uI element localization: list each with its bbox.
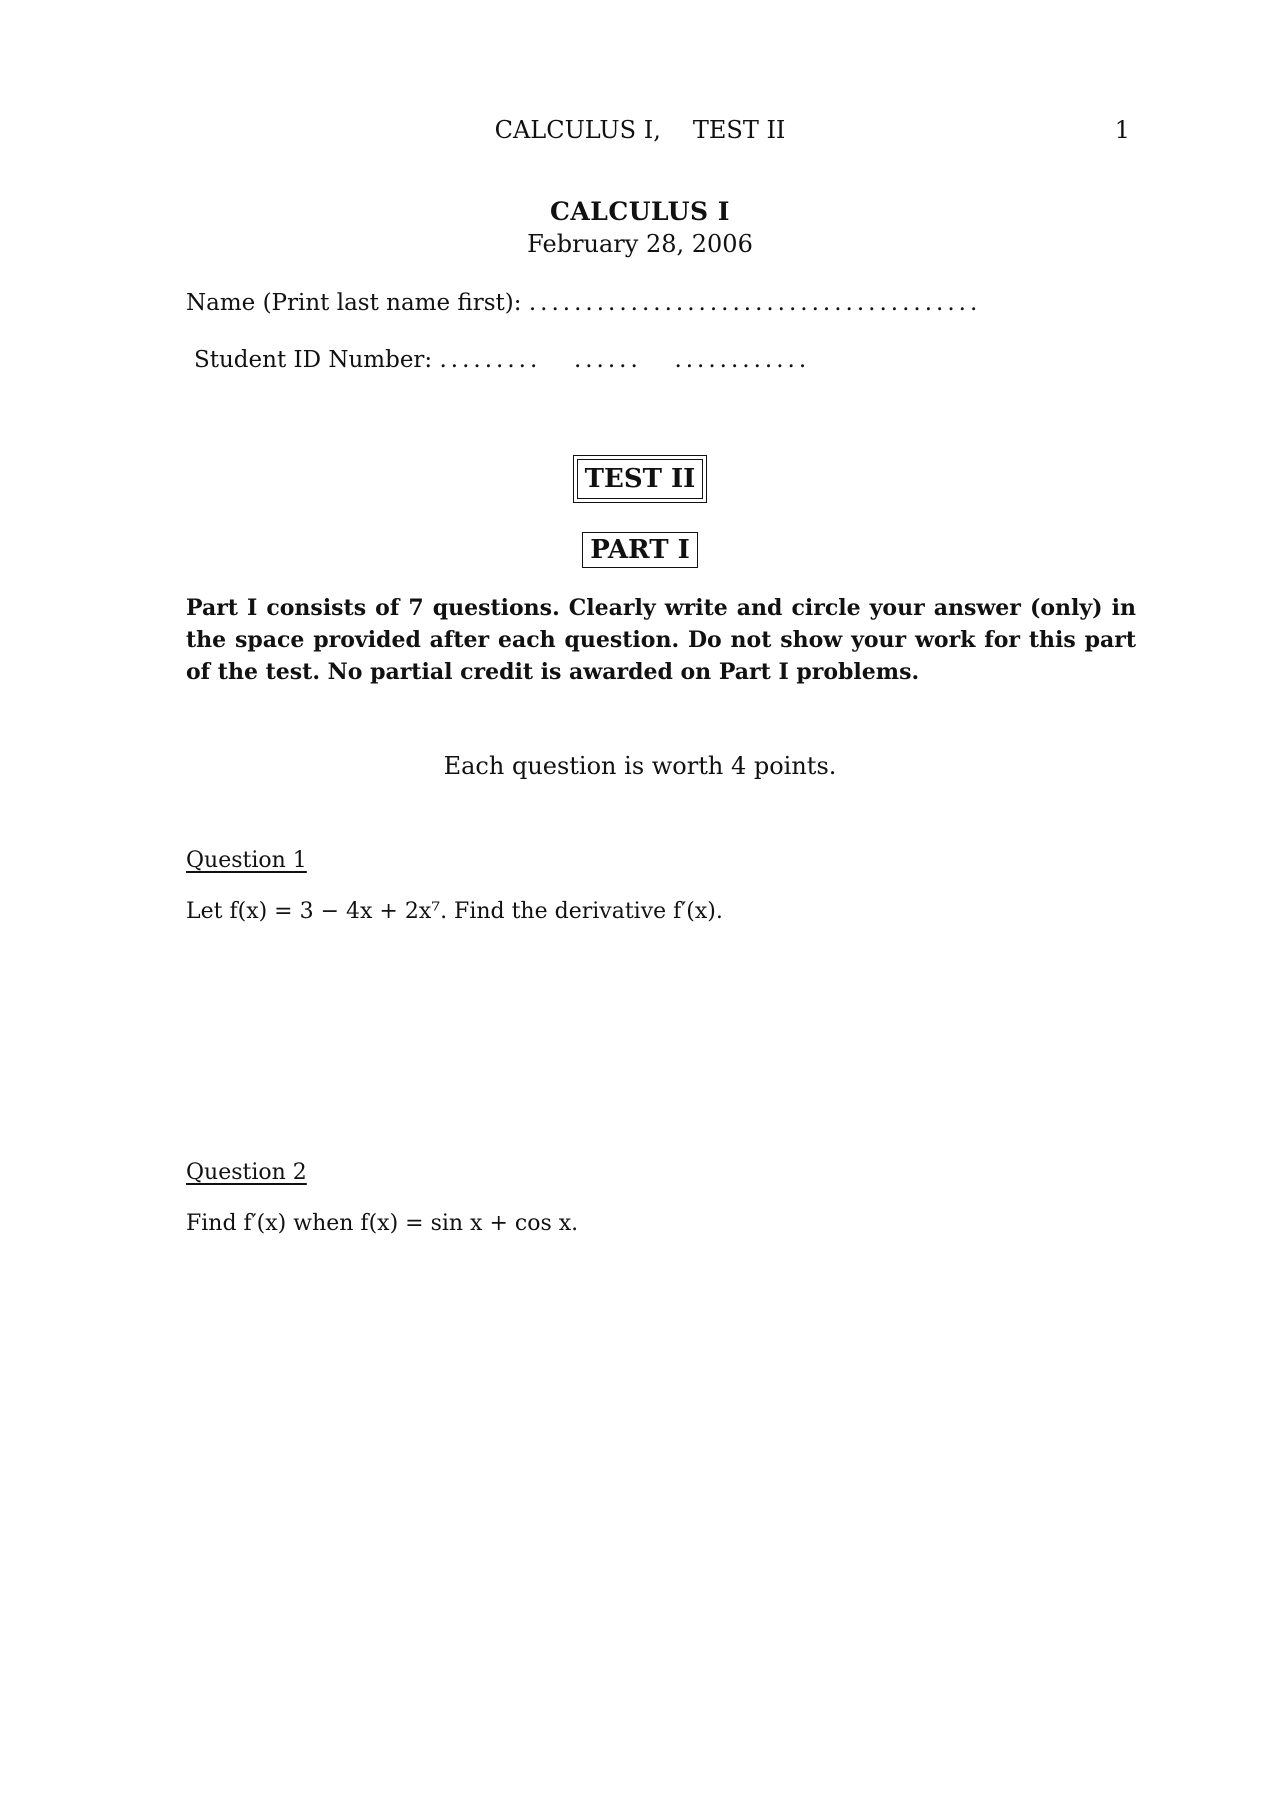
student-id-field[interactable] bbox=[194, 347, 810, 373]
running-head-course: CALCULUS I, bbox=[494, 116, 661, 144]
question-2-heading: Question 2 bbox=[186, 1160, 307, 1185]
student-id-dots-group-3: ............ bbox=[674, 347, 811, 373]
name-label: Name (Print last name first): bbox=[186, 290, 522, 316]
name-field[interactable] bbox=[186, 290, 981, 316]
document-title: CALCULUS I bbox=[549, 197, 731, 226]
running-head-test: TEST II bbox=[692, 116, 786, 144]
test-box-outer-frame bbox=[573, 455, 708, 503]
question-1-text: Let f(x) = 3 − 4x + 2x⁷. Find the derivative f′(x). bbox=[186, 899, 723, 924]
instructions-paragraph: Part I consists of 7 questions. Clearly write and circle your answer (only) in the space provided after each question. Do not show your work for this part of the test. No partial credit is awarded on Part I problems. bbox=[186, 595, 1136, 685]
name-dots: ........................................ bbox=[528, 290, 982, 316]
points-note: Each question is worth 4 points. bbox=[443, 752, 837, 780]
student-id-dots-group-1: ......... bbox=[439, 347, 542, 373]
part-box-label: PART I bbox=[582, 532, 698, 568]
question-2-text: Find f′(x) when f(x) = sin x + cos x. bbox=[186, 1211, 579, 1236]
question-1-heading: Question 1 bbox=[186, 848, 307, 873]
running-head bbox=[0, 116, 1280, 144]
test-box-label: TEST II bbox=[577, 459, 704, 499]
student-id-label: Student ID Number: bbox=[194, 347, 433, 373]
title-block bbox=[0, 197, 1280, 258]
test-box bbox=[0, 455, 1280, 503]
part-box bbox=[0, 532, 1280, 568]
student-id-dots-group-2: ...... bbox=[573, 347, 642, 373]
document-date: February 28, 2006 bbox=[527, 230, 753, 258]
page-number: 1 bbox=[1114, 116, 1130, 144]
